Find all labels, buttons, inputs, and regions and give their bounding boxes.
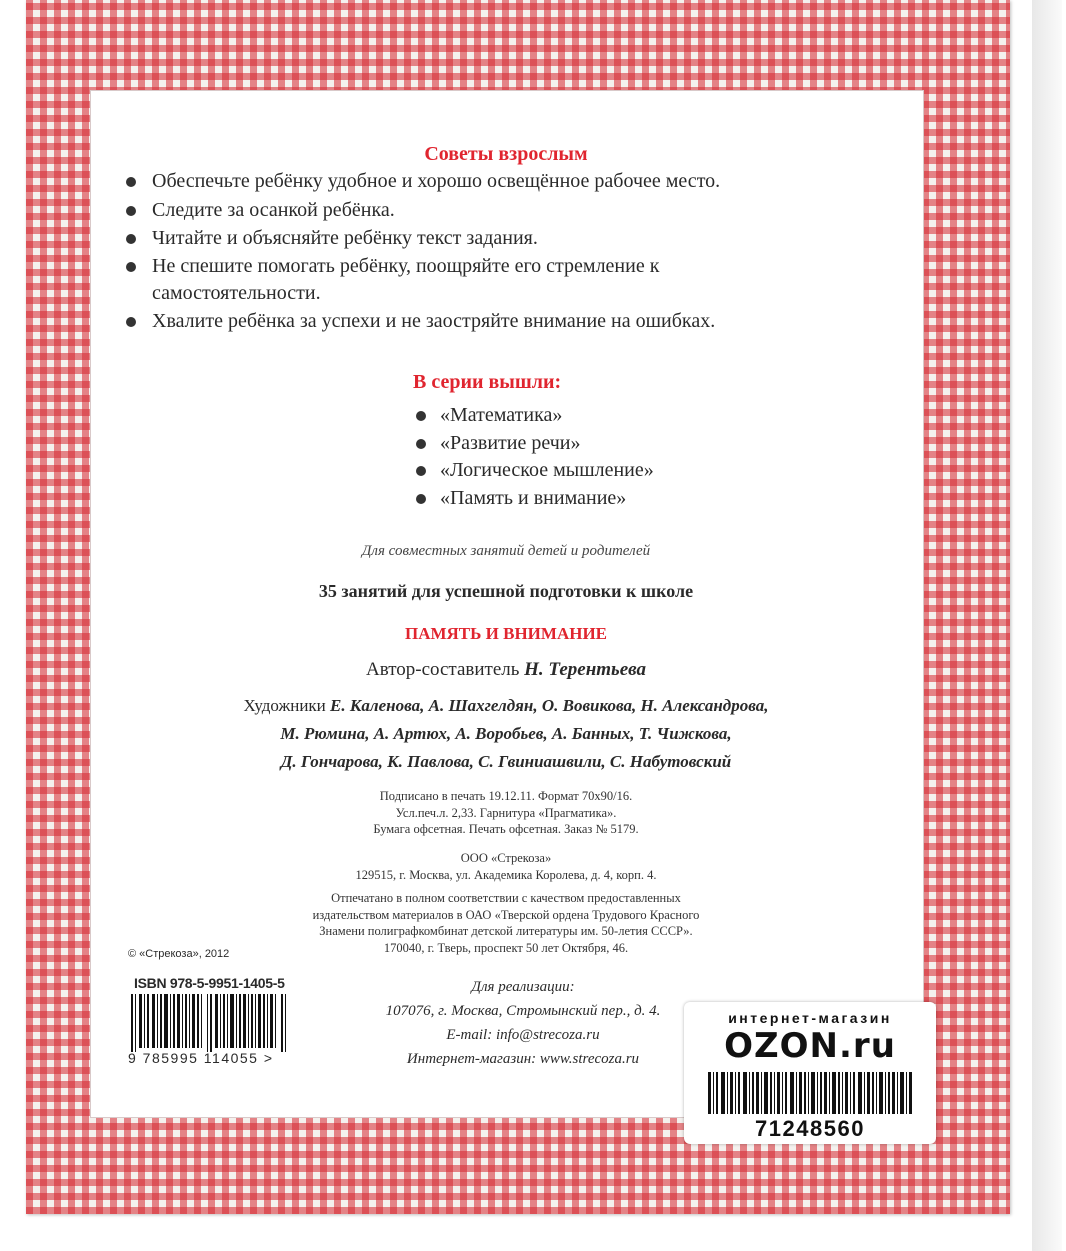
isbn-barcode: [131, 994, 291, 1052]
series-item: «Математика»: [412, 402, 654, 430]
audience-note: Для совместных занятий детей и родителей: [361, 543, 651, 559]
series-item: «Память и внимание»: [412, 485, 654, 513]
printer-line: Отпечатано в полном соответствии с качеством предоставленных: [331, 891, 681, 905]
series-list: [412, 402, 654, 512]
print-details: [90, 788, 922, 838]
distribution-shop: Интернет-магазин: www.strecoza.ru: [406, 1051, 640, 1067]
ozon-barcode: [708, 1072, 912, 1114]
author-line: [90, 659, 922, 681]
series-title: В серии вышли:: [413, 371, 562, 393]
series-item: «Логическое мышление»: [412, 457, 654, 485]
artists-label: Художники: [243, 696, 326, 715]
distribution-label: Для реализации:: [471, 979, 575, 995]
bullet-icon: [126, 234, 136, 244]
distribution-email: E-mail: info@strecoza.ru: [446, 1027, 600, 1043]
print-details-line: Подписано в печать 19.12.11. Формат 70х90/16.: [379, 789, 633, 803]
advice-item: Читайте и объясняйте ребёнку текст задания.: [122, 225, 902, 252]
book-title: ПАМЯТЬ И ВНИМАНИЕ: [404, 624, 608, 643]
ozon-sticker: [684, 1002, 936, 1144]
author-name: Н. Терентьева: [524, 659, 647, 680]
artists-line: М. Рюмина, А. Артюх, А. Воробьев, А. Банных, Т. Чижкова,: [280, 724, 732, 743]
bullet-icon: [416, 494, 426, 504]
advice-item: Хвалите ребёнка за успехи и не заостряйте внимание на ошибках.: [122, 308, 902, 335]
print-details-line: Бумага офсетная. Печать офсетная. Заказ № 5179.: [373, 822, 639, 836]
printer-line: 170040, г. Тверь, проспект 50 лет Октября, 46.: [383, 940, 629, 955]
publisher-line: ООО «Стрекоза»: [460, 851, 552, 865]
isbn: ISBN 978-5-9951-1405-5: [134, 975, 285, 991]
printer-details: [90, 890, 922, 956]
print-details-line: Усл.печ.л. 2,33. Гарнитура «Прагматика».: [395, 805, 617, 820]
distribution-block: [358, 975, 688, 1071]
ozon-top-text: интернет-магазин: [728, 1010, 892, 1026]
advice-item: Обеспечьте ребёнку удобное и хорошо освещённое рабочее место.: [122, 168, 902, 195]
advice-item: Не спешите помогать ребёнку, поощряйте его стремление к самостоятельности.: [122, 253, 832, 307]
series-item: «Развитие речи»: [412, 430, 654, 458]
copyright: © «Стрекоза», 2012: [128, 948, 230, 960]
bullet-icon: [126, 206, 136, 216]
artists-line: Д. Гончарова, К. Павлова, С. Гвиниашвили, С. Набутовский: [280, 752, 732, 771]
bullet-icon: [416, 439, 426, 449]
printer-line: издательством материалов в ОАО «Тверской ордена Трудового Красного: [312, 907, 700, 922]
bullet-icon: [126, 317, 136, 327]
bullet-icon: [416, 466, 426, 476]
publisher-details: [90, 850, 922, 883]
series-name: 35 занятий для успешной подготовки к школе: [318, 581, 694, 601]
bullet-icon: [416, 411, 426, 421]
artists-line: Художники Е. Каленова, А. Шахгелдян, О. Вовикова, Н. Александрова,: [243, 696, 769, 715]
barcode-digits: 9 785995 114055 >: [128, 1050, 274, 1066]
author-label: Автор-составитель: [365, 659, 520, 680]
bullet-icon: [126, 262, 136, 272]
artists-block: [90, 692, 922, 776]
advice-item: Следите за осанкой ребёнка.: [122, 197, 902, 224]
ozon-logo: OZON.ru: [724, 1026, 896, 1066]
ozon-code: 71248560: [755, 1116, 865, 1141]
publisher-line: 129515, г. Москва, ул. Академика Королева, д. 4, корп. 4.: [355, 867, 657, 882]
page-edge: [1032, 0, 1062, 1251]
printer-line: Знамени полиграфкомбинат детской литературы им. 50-летия СССР».: [319, 924, 693, 938]
advice-title: Советы взрослым: [424, 143, 588, 165]
distribution-address: 107076, г. Москва, Стромынский пер., д. 4.: [385, 1003, 661, 1019]
advice-list: [122, 168, 902, 335]
bullet-icon: [126, 177, 136, 187]
